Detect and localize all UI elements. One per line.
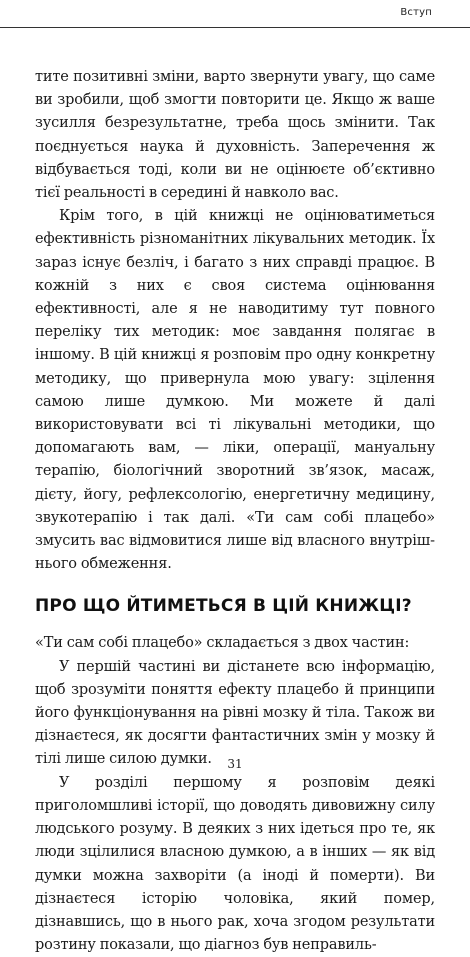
paragraph-chapter-one: У розділі першому я розповім деякі приголомшливі історії, що доводять дивовижну силу людського розуму. В деяких з них ідеться про те, як люди зцілилися власною думкою, а в інших — як від думки можна захворіти (а іноді й померти). Ви дізнаєтеся історію чоловіка, який помер, дізнавшись, що в нього рак, хоча згодом результати розтину показали, що діагноз був неправиль- [35,774,435,954]
paragraph-methods: Крім того, в цій книжці не оцінюватиметься ефективність різноманітних лікувальних методик. Їх зараз існує безліч, і багато з них справді працює. В кожній з них є своя система оцінювання ефективності, але я не наводитиму тут повного переліку тих методик: моє завдання полягає в іншому. В цій книжці я розповім про одну конкретну методику, що привернула мою увагу: зцілення самою лише думкою. Ми можете й далі використовувати всі ті лікувальні методики, що допомагають вам, — ліки, операції, мануальну терапію, біологічний зворотний зв’язок, масаж, дієту, йогу, рефлексологію, енергетичну медицину, звукотерапію і так далі. «Ти сам собі плацебо» змусить вас відмовитися лише від власного внутрішнього обмеження. [35,208,435,573]
paragraph-part-one: У першій частині ви дістанете всю інформацію, щоб зрозуміти поняття ефекту плацебо й принципи його функціонування на рівні мозку й тіла. Також ви дізнаєтеся, як досягти фантастичних змін у мозку й тілі лише силою думки. [35,658,435,768]
section-heading: ПРО ЩО ЙТИМЕТЬСЯ В ЦІЙ КНИЖЦІ? [35,596,412,617]
paragraph-two-parts: «Ти сам собі плацебо» складається з двох частин: [35,635,410,652]
paragraph-continued: тите позитивні зміни, варто звернути увагу, що саме ви зробили, щоб змогти повторити це. Якщо ж ваше зусилля безрезультатне, треба щось змінити. Так поєднується наука й духовність. Заперечення ж відбувається тоді, коли ви не оцінюєте об’єктивно тієї реальності в середині й навколо вас. [35,69,435,202]
page-number: 31 [227,757,243,771]
running-head: Вступ [400,7,432,18]
page-body [35,66,435,957]
header-bar [0,0,470,28]
